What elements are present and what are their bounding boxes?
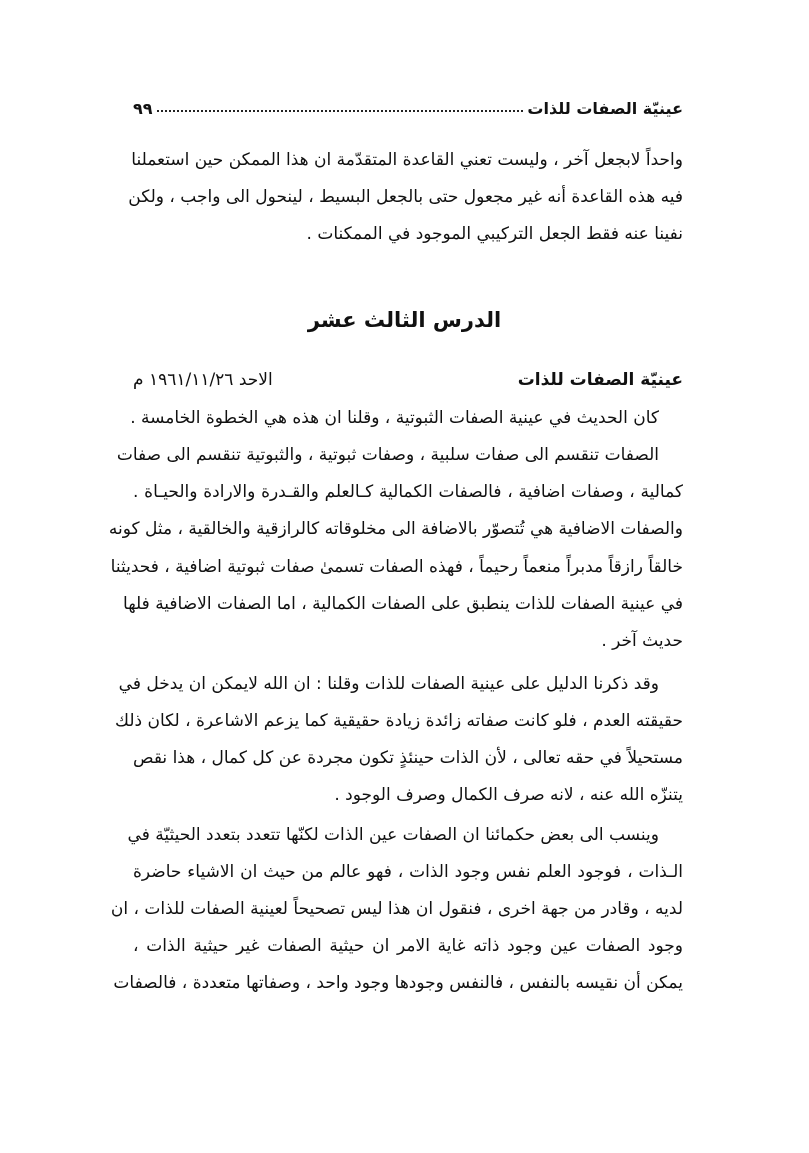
section-heading	[133, 370, 683, 390]
page-number: ٩٩	[133, 99, 153, 118]
text-line: كمالية ، وصفات اضافية ، فالصفات الكمالية كـالعلم والقـدرة والارادة والحيـاة .	[133, 482, 683, 502]
text-line: نفينا عنه فقط الجعل التركيبي الموجود في الممكنات .	[306, 224, 683, 244]
text-line: وجود الصفات عين وجود ذاته غاية الامر ان حيثية الصفات غير حيثية الذات ،	[133, 936, 683, 956]
text-line: واحداً لابجعل آخر ، وليست تعني القاعدة المتقدّمة ان هذا الممكن حين استعملنا	[131, 150, 683, 170]
running-header	[133, 92, 683, 118]
text-line: الصفات تنقسم الى صفات سلبية ، وصفات ثبوتية ، والثبوتية تنقسم الى صفات	[116, 445, 659, 465]
text-line: حقيقته العدم ، فلو كانت صفاته زائدة زيادة حقيقية كما يزعم الاشاعرة ، لكان ذلك	[115, 711, 683, 731]
text-line: كان الحديث في عينية الصفات الثبوتية ، وقلنا ان هذه هي الخطوة الخامسة .	[130, 408, 659, 428]
text-line: خالقاً رازقاً مدبراً منعماً رحيماً ، فهذه الصفات تسمىٰ صفات ثبوتية اضافية ، فحديثنا	[110, 557, 683, 577]
text-line: فيه هذه القاعدة أنه غير مجعول حتى بالجعل البسيط ، لينحول الى واجب ، ولكن	[128, 187, 683, 207]
text-line: والصفات الاضافية هي تُتصوّر بالاضافة الى مخلوقاته كالرازقية والخالقية ، مثل كونه	[108, 519, 683, 539]
text-line: الـذات ، فوجود العلم نفس وجود الذات ، فهو عالم من حيث ان الاشياء حاضرة	[133, 862, 683, 882]
text-line: يمكن أن نقيسه بالنفس ، فالنفس وجودها وجود واحد ، وصفاتها متعددة ، فالصفات	[113, 973, 683, 993]
text-line: في عينية الصفات للذات ينطبق على الصفات الكمالية ، اما الصفات الاضافية فلها	[123, 594, 683, 614]
text-line: وقد ذكرنا الدليل على عينية الصفات للذات وقلنا : ان الله لايمكن ان يدخل في	[118, 674, 659, 694]
running-header-title: عينيّة الصفات للذات	[527, 99, 683, 118]
section-title: عينيّة الصفات للذات	[517, 370, 683, 390]
section-date: الاحد ١٩٦١/١١/٢٦ م	[133, 370, 273, 390]
text-line: لديه ، وقادر من جهة اخرى ، فنقول ان هذا ليس تصحيحاً لعينية الصفات للذات ، ان	[110, 899, 683, 919]
dot-leader	[157, 110, 524, 112]
text-line: وينسب الى بعض حكمائنا ان الصفات عين الذات لكنّها تتعدد بتعدد الحيثيّة في	[127, 825, 659, 845]
text-line: حديث آخر .	[601, 631, 683, 651]
lesson-title: الدرس الثالث عشر	[307, 308, 502, 332]
text-line: يتنزّه الله عنه ، لانه صرف الكمال وصرف الوجود .	[334, 785, 683, 805]
text-line: مستحيلاً في حقه تعالى ، لأن الذات حينئذٍ تكون مجردة عن كل كمال ، هذا نقص	[133, 748, 683, 768]
